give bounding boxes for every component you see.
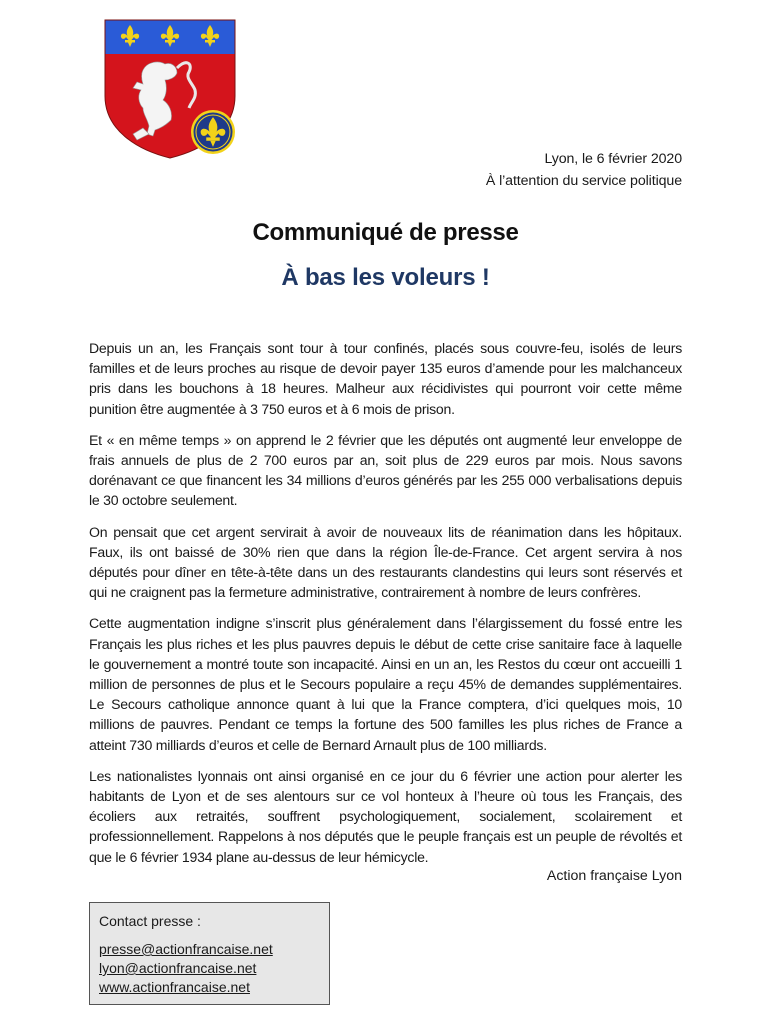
attention-line: À l’attention du service politique <box>485 173 682 189</box>
fleur-de-lis-badge-icon <box>191 110 235 154</box>
paragraph: Cette augmentation indigne s’inscrit plus généralement dans l’élargissement du fossé entre les Français les plus riches et les plus pauvres depuis le début de cette crise sanitaire face à laquelle le gouvernement a montré toute son incapacité. Ainsi en un an, les Restos du cœur ont accueilli 1 million de personnes de plus et le Secours populaire a reçu 45% de demandes supplémentaires. Le Secours catholique annonce quant à lui que la France comptera, d’ici quelques mois, 10 millions de pauvres. Pendant ce temps la fortune des 500 familles les plus riches de France a atteint 730 milliards d’euros et celle de Bernard Arnault plus de 100 milliards. <box>89 615 682 753</box>
signature: Action française Lyon <box>546 868 682 884</box>
paragraph: Et « en même temps » on apprend le 2 février que les députés ont augmenté leur enveloppe de frais annuels de plus de 2 700 euros par an, soit plus de 229 euros par mois. Nous savons dorénavant ce que financent les 34 millions d’euros générés par les 255 000 verbalisations depuis le 30 octobre seulement. <box>89 431 682 509</box>
header-block <box>486 148 682 192</box>
paragraph: Depuis un an, les Français sont tour à tour confinés, placés sous couvre-feu, isolés de leurs familles et de leurs proches au risque de devoir payer 135 euros d’amende pour les malchanceux pris dans les bouchons à 18 heures. Malheur aux récidivistes qui pourront voir cette même punition être augmentée à 3 750 euros et à 6 mois de prison. <box>89 340 682 417</box>
place-date: Lyon, le 6 février 2020 <box>544 151 682 167</box>
contact-label: Contact presse : <box>99 913 201 929</box>
contact-box <box>89 902 330 1005</box>
paragraph: Les nationalistes lyonnais ont ainsi organisé en ce jour du 6 février une action pour alerter les habitants de Lyon et de ses alentours sur ce vol honteux à l’heure où tous les Français, des écoliers aux retraités, souffrent psychologiquement, socialement, scolairement et professionnellement. Rappelons à nos députés que le peuple français est un peuple de révoltés et que le 6 février 1934 plane au-dessus de leur hémicycle. <box>89 767 682 865</box>
body-text <box>89 338 682 878</box>
contact-website[interactable]: www.actionfrancaise.net <box>99 979 250 995</box>
lyon-coat-of-arms-icon <box>103 18 238 160</box>
coat-of-arms-logo <box>103 18 238 160</box>
paragraph: On pensait que cet argent servirait à avoir de nouveaux lits de réanimation dans les hôpitaux. Faux, ils ont baissé de 30% rien que dans la région Île-de-France. Cet argent servira à nos députés pour dîner en tête-à-tête dans un des restaurants clandestins qui leurs sont réservés et qui ne craignent pas la fermeture administrative, contrairement à nombre de leurs confrères. <box>89 523 682 601</box>
contact-email-presse[interactable]: presse@actionfrancaise.net <box>99 941 273 957</box>
document-subtitle: À bas les voleurs ! <box>281 264 490 291</box>
contact-email-lyon[interactable]: lyon@actionfrancaise.net <box>99 960 257 976</box>
document-title: Communiqué de presse <box>252 219 519 246</box>
